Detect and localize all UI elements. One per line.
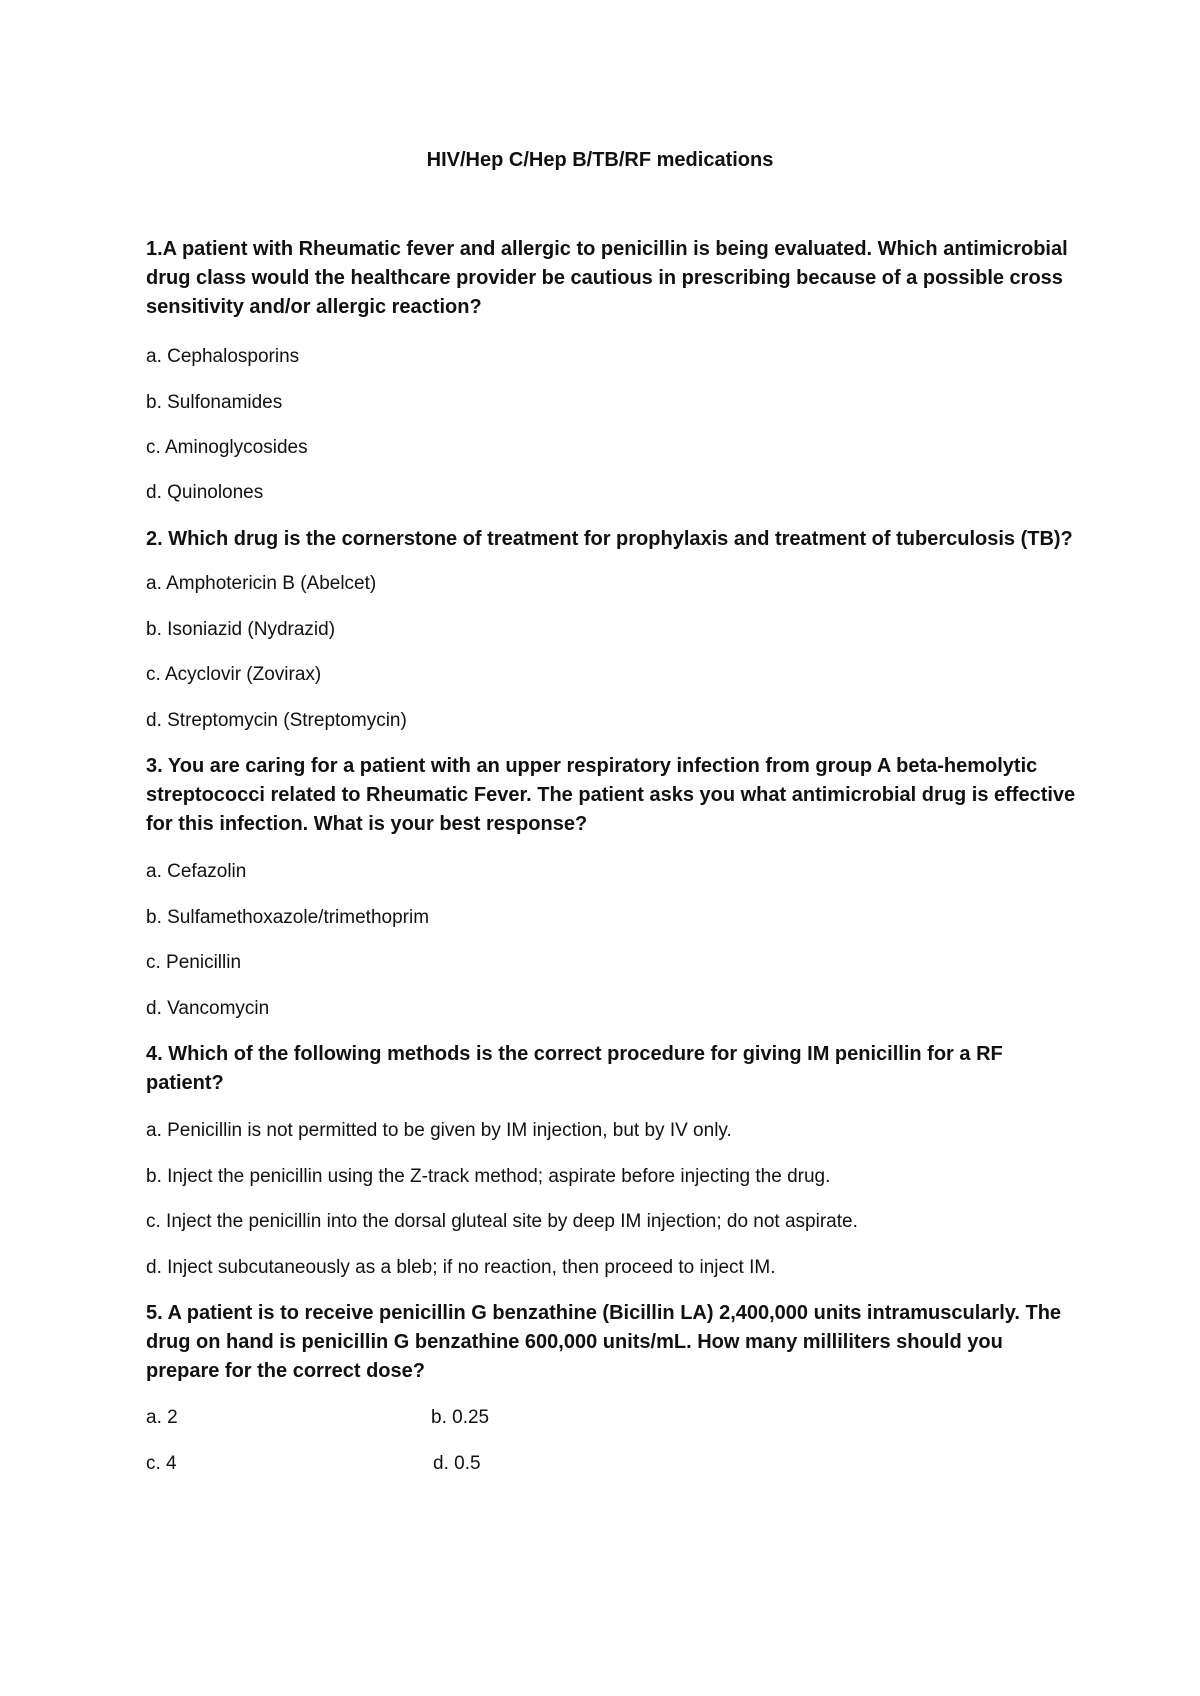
q1-option-a: a. Cephalosporins — [146, 346, 300, 367]
question-1: 1.A patient with Rheumatic fever and allergic to penicillin is being evaluated. Which antimicrobial drug class would the healthcare provider be cautious in prescribing because of a possible cross sensitivity and/or allergic reaction? — [146, 238, 1068, 318]
q5-option-b: b. 0.25 — [431, 1407, 490, 1428]
question-5: 5. A patient is to receive penicillin G benzathine (Bicillin LA) 2,400,000 units intramuscularly. The drug on hand is penicillin G benzathine 600,000 units/mL. How many milliliters should you prepare for the correct dose? — [146, 1302, 1062, 1382]
q3-option-d: d. Vancomycin — [146, 998, 270, 1019]
q1-option-c: c. Aminoglycosides — [146, 437, 308, 458]
q1-option-d: d. Quinolones — [146, 482, 264, 503]
q4-option-c: c. Inject the penicillin into the dorsal gluteal site by deep IM injection; do not aspirate. — [146, 1211, 858, 1232]
q2-option-d: d. Streptomycin (Streptomycin) — [146, 710, 407, 731]
question-2: 2. Which drug is the cornerstone of treatment for prophylaxis and treatment of tuberculosis (TB)? — [146, 528, 1073, 550]
document-title: HIV/Hep C/Hep B/TB/RF medications — [426, 149, 774, 171]
question-4: 4. Which of the following methods is the correct procedure for giving IM penicillin for a RF patient? — [146, 1043, 1003, 1094]
q5-option-c: c. 4 — [146, 1453, 177, 1474]
q2-option-a: a. Amphotericin B (Abelcet) — [146, 573, 377, 594]
q4-option-d: d. Inject subcutaneously as a bleb; if no reaction, then proceed to inject IM. — [146, 1257, 776, 1278]
q4-option-b: b. Inject the penicillin using the Z-track method; aspirate before injecting the drug. — [146, 1166, 831, 1187]
q5-option-a: a. 2 — [146, 1407, 178, 1428]
q2-option-c: c. Acyclovir (Zovirax) — [146, 664, 322, 685]
q3-option-c: c. Penicillin — [146, 952, 242, 973]
q5-option-d: d. 0.5 — [433, 1453, 481, 1474]
q3-option-a: a. Cefazolin — [146, 861, 247, 882]
q3-option-b: b. Sulfamethoxazole/trimethoprim — [146, 907, 430, 928]
q2-option-b: b. Isoniazid (Nydrazid) — [146, 619, 336, 640]
q4-option-a: a. Penicillin is not permitted to be given by IM injection, but by IV only. — [146, 1120, 732, 1141]
question-3: 3. You are caring for a patient with an upper respiratory infection from group A beta-hemolytic streptococci related to Rheumatic Fever. The patient asks you what antimicrobial drug is effective for this infection. What is your best response? — [146, 755, 1076, 835]
q1-option-b: b. Sulfonamides — [146, 392, 283, 413]
